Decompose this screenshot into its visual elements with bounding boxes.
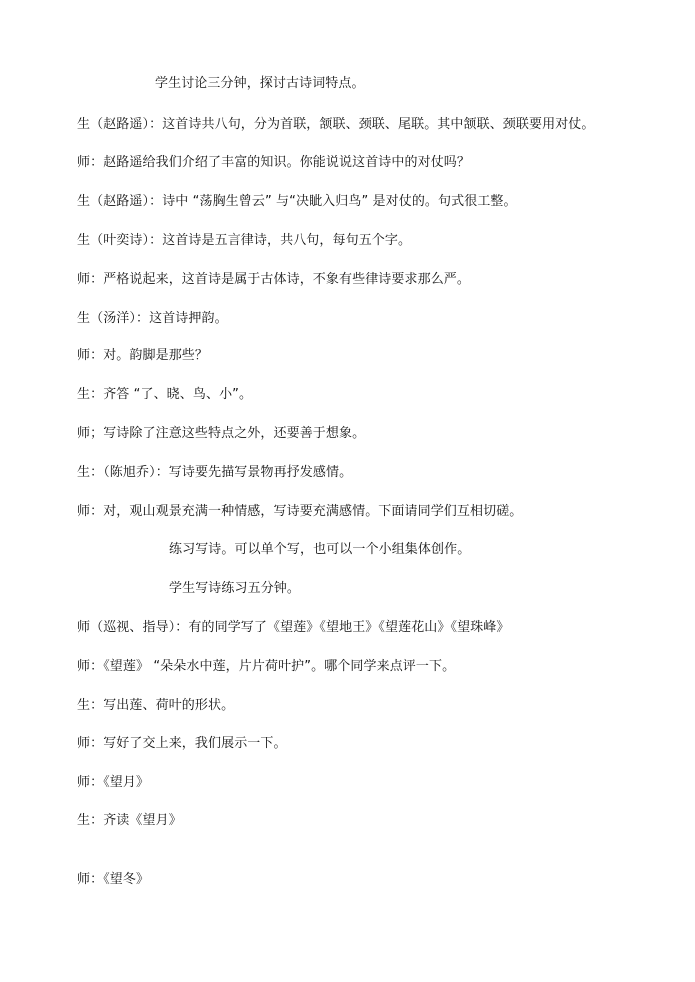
paragraph-teacher-10: 师：《望冬》 — [77, 872, 150, 887]
paragraph-teacher-2: 师：严格说起来，这首诗是属于古体诗，不象有些律诗要求那么严。 — [77, 272, 471, 287]
paragraph-teacher-7: 师：《望莲》 “朵朵水中莲，片片荷叶护”。哪个同学来点评一下。 — [77, 659, 456, 674]
paragraph-student-read: 生：齐读《望月》 — [77, 813, 182, 828]
paragraph-teacher-5: 师：对，观山观景充满一种情感，写诗要充满感情。下面请同学们互相切磋。 — [77, 504, 523, 519]
paragraph-discussion: 学生讨论三分钟，探讨古诗词特点。 — [155, 76, 365, 91]
paragraph-students-chorus: 生：齐答 “了、晓、鸟、小”。 — [77, 387, 253, 402]
paragraph-student-tang: 生（汤洋）：这首诗押韵。 — [77, 311, 228, 326]
paragraph-teacher-6: 师（巡视、指导）：有的同学写了《望莲》《望地王》《望莲花山》《望珠峰》 — [77, 620, 510, 635]
paragraph-student-comment: 生：写出莲、荷叶的形状。 — [77, 698, 235, 713]
paragraph-teacher-3: 师：对。韵脚是那些？ — [77, 348, 209, 363]
paragraph-teacher-1: 师：赵路遥给我们介绍了丰富的知识。你能说说这首诗中的对仗吗？ — [77, 155, 471, 170]
paragraph-student-ye: 生（叶奕诗）：这首诗是五言律诗，共八句，每句五个字。 — [77, 233, 412, 248]
paragraph-student-zhao-1: 生（赵路遥）：这首诗共八句，分为首联，颔联、颈联、尾联。其中颔联、颈联要用对仗。 — [77, 117, 595, 132]
paragraph-teacher-4: 师；写诗除了注意这些特点之外，还要善于想象。 — [77, 426, 366, 441]
paragraph-student-chen: 生：（陈旭乔）：写诗要先描写景物再抒发感情。 — [77, 465, 353, 480]
paragraph-student-zhao-2: 生（赵路遥）：诗中 “荡胸生曾云” 与“决眦入归鸟” 是对仗的。句式很工整。 — [77, 194, 517, 209]
paragraph-practice: 练习写诗。可以单个写，也可以一个小组集体创作。 — [169, 542, 471, 557]
paragraph-practice-time: 学生写诗练习五分钟。 — [169, 581, 301, 596]
paragraph-teacher-9: 师：《望月》 — [77, 775, 150, 790]
paragraph-teacher-8: 师：写好了交上来，我们展示一下。 — [77, 736, 287, 751]
